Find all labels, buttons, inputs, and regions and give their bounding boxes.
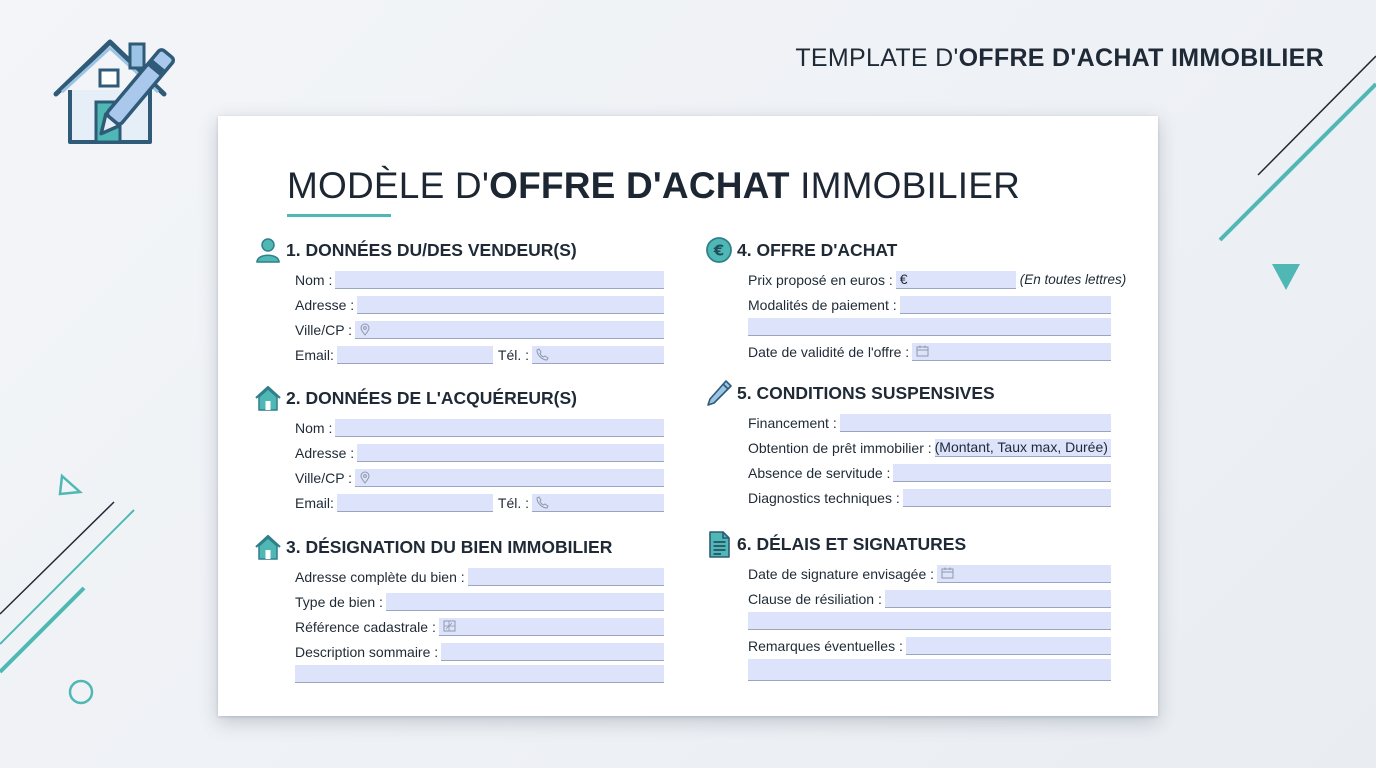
reference-label: Référence cadastrale : [295,618,436,635]
decorative-lines-right [1200,50,1376,300]
section-vendeur [254,238,664,364]
phone-icon [536,496,549,509]
acquereur-ville-field[interactable] [355,469,664,487]
diagnostics-label: Diagnostics techniques : [748,489,900,506]
section-bien [254,535,664,683]
pret-value: (Montant, Taux max, Durée) [934,439,1108,455]
bien-reference-field[interactable] [439,618,664,636]
financement-label: Financement : [748,414,837,431]
clause-label: Clause de résiliation : [748,590,882,607]
house-pen-logo-icon [50,34,202,164]
vendeur-adresse-field[interactable] [357,296,664,314]
bien-description-extra-field[interactable] [295,665,664,683]
vendeur-nom-field[interactable] [335,271,664,289]
document-title: MODÈLE D'OFFRE D'ACHAT IMMOBILIER [287,165,1021,206]
servitude-label: Absence de servitude : [748,464,891,481]
offre-modalites-field[interactable] [900,296,1111,314]
ville-label: Ville/CP : [295,469,353,486]
title-underline [287,214,391,217]
acquereur-tel-field[interactable] [532,494,664,512]
bien-adresse-field[interactable] [468,568,664,586]
section-title: 4. OFFRE D'ACHAT [737,240,898,260]
adresse-label: Adresse : [295,296,355,313]
section-title: 1. DONNÉES DU/DES VENDEUR(S) [286,240,577,260]
adresse-bien-label: Adresse complète du bien : [295,568,465,585]
section-offre [705,238,1127,361]
email-label: Email: [295,346,334,363]
svg-text:€: € [713,241,725,260]
delais-remarques-field[interactable] [906,637,1111,655]
section-title: 2. DONNÉES DE L'ACQUÉREUR(S) [286,388,577,408]
conditions-financement-field[interactable] [840,414,1111,432]
calendar-icon [916,345,929,357]
remarques-label: Remarques éventuelles : [748,637,903,654]
prix-note: (En toutes lettres) [1019,272,1127,287]
nom-label: Nom : [295,419,333,436]
euro-icon [705,236,733,264]
vendeur-ville-field[interactable] [355,321,664,339]
adresse-label: Adresse : [295,444,355,461]
tel-label: Tél. : [497,494,530,511]
header-title: TEMPLATE D'OFFRE D'ACHAT IMMOBILIER [795,44,1324,72]
section-title: 6. DÉLAIS ET SIGNATURES [737,534,967,554]
vendeur-email-field[interactable] [337,346,493,364]
email-label: Email: [295,494,334,511]
bien-type-field[interactable] [386,593,664,611]
offre-modalites-extra-field[interactable] [748,318,1111,336]
prix-label: Prix proposé en euros : [748,271,893,288]
offre-validite-field[interactable] [912,343,1111,361]
type-bien-label: Type de bien : [295,593,383,610]
map-grid-icon [443,620,456,632]
section-delais [705,532,1111,681]
euro-symbol: € [899,271,908,287]
person-icon [254,236,282,264]
modalites-label: Modalités de paiement : [748,296,897,313]
section-title: 5. CONDITIONS SUSPENSIVES [737,383,995,403]
offre-prix-field[interactable] [896,271,1016,289]
vendeur-tel-field[interactable] [532,346,664,364]
bien-description-field[interactable] [441,643,664,661]
tel-label: Tél. : [497,346,530,363]
nom-label: Nom : [295,271,333,288]
calendar-icon [941,567,954,579]
delais-clause-extra-field[interactable] [748,612,1111,630]
delais-date-signature-field[interactable] [937,565,1111,583]
conditions-servitude-field[interactable] [893,464,1111,482]
acquereur-adresse-field[interactable] [357,444,664,462]
conditions-diagnostics-field[interactable] [903,489,1111,507]
validite-label: Date de validité de l'offre : [748,343,910,360]
location-pin-icon [359,323,371,336]
section-acquereur [254,386,664,512]
conditions-pret-field[interactable] [935,439,1111,457]
offer-form-sheet [218,116,1158,716]
pen-icon [705,379,733,407]
section-title: 3. DÉSIGNATION DU BIEN IMMOBILIER [286,537,613,557]
phone-icon [536,348,549,361]
house-icon [254,384,282,412]
delais-remarques-extra-field[interactable] [748,659,1111,681]
house-icon [254,533,282,561]
section-conditions [705,381,1111,507]
date-signature-label: Date de signature envisagée : [748,565,935,582]
pret-label: Obtention de prêt immobilier : [748,439,932,456]
description-label: Description sommaire : [295,643,439,660]
location-pin-icon [359,471,371,484]
document-icon [705,530,733,558]
ville-label: Ville/CP : [295,321,353,338]
decorative-lines-left [0,460,140,710]
acquereur-nom-field[interactable] [335,419,664,437]
acquereur-email-field[interactable] [337,494,493,512]
delais-clause-field[interactable] [885,590,1111,608]
